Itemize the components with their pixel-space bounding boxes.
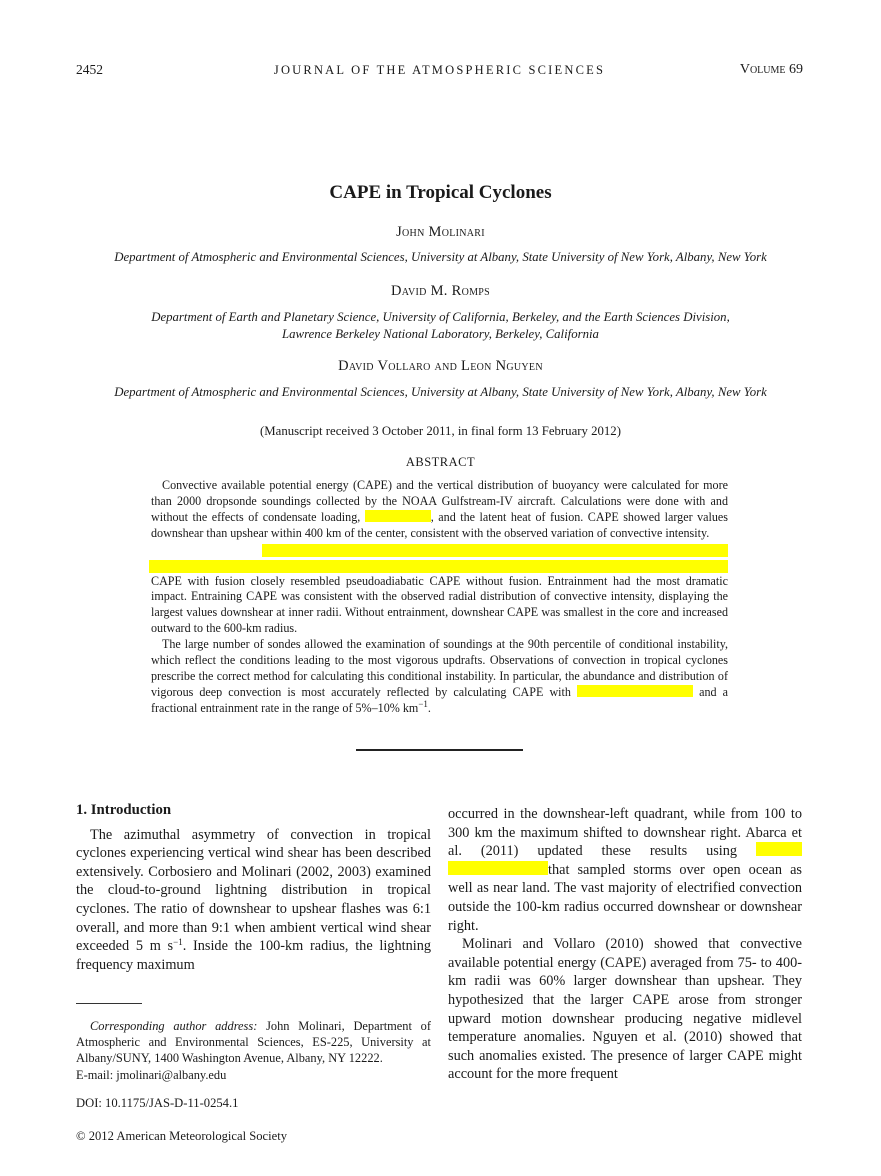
abstract-p1-part-b: , and the latent heat of fusion. CAPE showed larger values downshear than upshear within 400 km of the center, consistent with the observed variation of convective intensity. (151, 509, 728, 540)
abstract-p3-end: . (427, 700, 431, 715)
abstract-heading: ABSTRACT (405, 455, 476, 469)
volume-label: Volume 69 (739, 62, 803, 77)
author-1: John Molinari (396, 224, 485, 240)
left-column (76, 801, 431, 974)
redaction-highlight (756, 842, 802, 856)
doi: DOI: 10.1175/JAS-D-11-0254.1 (76, 1096, 239, 1110)
affiliation-2-line2: Lawrence Berkeley National Laboratory, Berkeley, California (282, 327, 599, 341)
intro-p1-part-b: . Inside the 100-km radius, the lightning frequency maximum (76, 938, 431, 973)
running-header (76, 62, 803, 82)
redaction-highlight (577, 685, 693, 697)
abstract-paragraph-2: CAPE with fusion closely resembled pseudoadiabatic CAPE without fusion. Entrainment had the most dramatic impact. Entraining CAPE was consistent with the observed radial distribution of convective intensity, displaying the largest values downshear at inner radii. Without entrainment, downshear CAPE was smallest in the core and increased outward to the 600-km radius. (151, 573, 728, 636)
journal-name: JOURNAL OF THE ATMOSPHERIC SCIENCES (273, 63, 606, 77)
affiliation-2 (60, 309, 821, 343)
affiliation-3: Department of Atmospheric and Environmental Sciences, University at Albany, State University of New York, Albany, New York (114, 385, 767, 399)
abstract-paragraph-3 (151, 637, 728, 717)
abstract-body (151, 478, 728, 717)
intro-p1-cont-part-a: occurred in the downshear-left quadrant, while from 100 to 300 km the maximum shifted to downshear right. Abarca et al. (2011) updated these results using (448, 806, 802, 860)
right-column (448, 805, 802, 1084)
intro-paragraph-1-continued (448, 805, 802, 935)
author-3: David Vollaro and Leon Nguyen (338, 358, 543, 374)
intro-p1-part-a: The azimuthal asymmetry of convection in tropical cyclones experiencing vertical wind shear has been described extensively. Corbosiero and Molinari (2002, 2003) examined the cloud-to-ground lightning distribution in tropical cyclones. The ratio of downshear to upshear flashes was 6:1 overall, and more than 9:1 when ambient vertical wind shear exceeded 5 m s (76, 826, 431, 955)
redaction-highlight (448, 861, 548, 875)
footnote-address: John Molinari, Department of Atmospheric and Environmental Sciences, ES-225, University at Albany/SUNY, 1400 Washington Avenue, Albany, NY 12222. (76, 1019, 431, 1066)
affiliation-2-line1: Department of Earth and Planetary Science, University of California, Berkeley, and the Earth Sciences Division, (151, 310, 730, 324)
redaction-highlight (149, 560, 728, 573)
paper-title: CAPE in Tropical Cyclones (329, 182, 552, 203)
author-2: David M. Romps (390, 283, 491, 299)
section-divider (356, 749, 523, 751)
section-heading-introduction: 1. Introduction (76, 802, 172, 818)
footnote-rule (76, 1003, 142, 1004)
abstract-p3-part-a: The large number of sondes allowed the examination of soundings at the 90th percentile of conditional instability, which reflect the conditions leading to the most vigorous updrafts. Observations of convection in tropical cyclones prescribe the correct method for calculating this conditional instability. In particular, the abundance and distribution of vigorous deep convection is most accurately reflected by calculating CAPE with (151, 637, 728, 699)
footnote-email: E-mail: jmolinari@albany.edu (76, 1067, 227, 1082)
footnote-label: Corresponding author address: (90, 1019, 258, 1033)
intro-paragraph-2: Molinari and Vollaro (2010) showed that convective available potential energy (CAPE) averaged from 75- to 400-km radii was 60% larger downshear than upshear. They hypothesized that the larger CAPE arose from stronger upward motion downshear producing negative midlevel temperature anomalies. Nguyen et al. (2010) showed that such anomalies existed. The presence of larger CAPE might account for the more frequent (448, 936, 802, 1083)
abstract-paragraph-1 (151, 478, 728, 542)
footnote-text (76, 1018, 431, 1067)
abstract-p1-part-a: Convective available potential energy (CAPE) and the vertical distribution of buoyancy were calculated for more than 2000 dropsonde soundings collected by the NOAA Gulfstream-IV aircraft. Calculations were done with and without the effects of condensate loading, (151, 478, 728, 524)
redaction-highlight (365, 510, 431, 522)
manuscript-info: (Manuscript received 3 October 2011, in final form 13 February 2012) (260, 424, 621, 438)
abstract-p3-superscript: −1 (418, 698, 428, 709)
corresponding-author-footnote (76, 1018, 431, 1083)
affiliation-1: Department of Atmospheric and Environmental Sciences, University at Albany, State University of New York, Albany, New York (114, 250, 767, 264)
copyright: © 2012 American Meteorological Society (76, 1129, 288, 1143)
abstract-p3-part-b: and a fractional entrainment rate in the range of 5%–10% km (151, 684, 728, 715)
redaction-highlight (262, 544, 728, 557)
intro-p1-superscript: −1 (173, 937, 183, 948)
intro-paragraph-1 (76, 826, 431, 975)
page-number: 2452 (76, 62, 103, 77)
intro-p1-cont-part-b: that sampled storms over open ocean as well as near land. The vast majority of electrified convection outside the 100-km radius occurred downshear or downshear right. (448, 861, 802, 934)
